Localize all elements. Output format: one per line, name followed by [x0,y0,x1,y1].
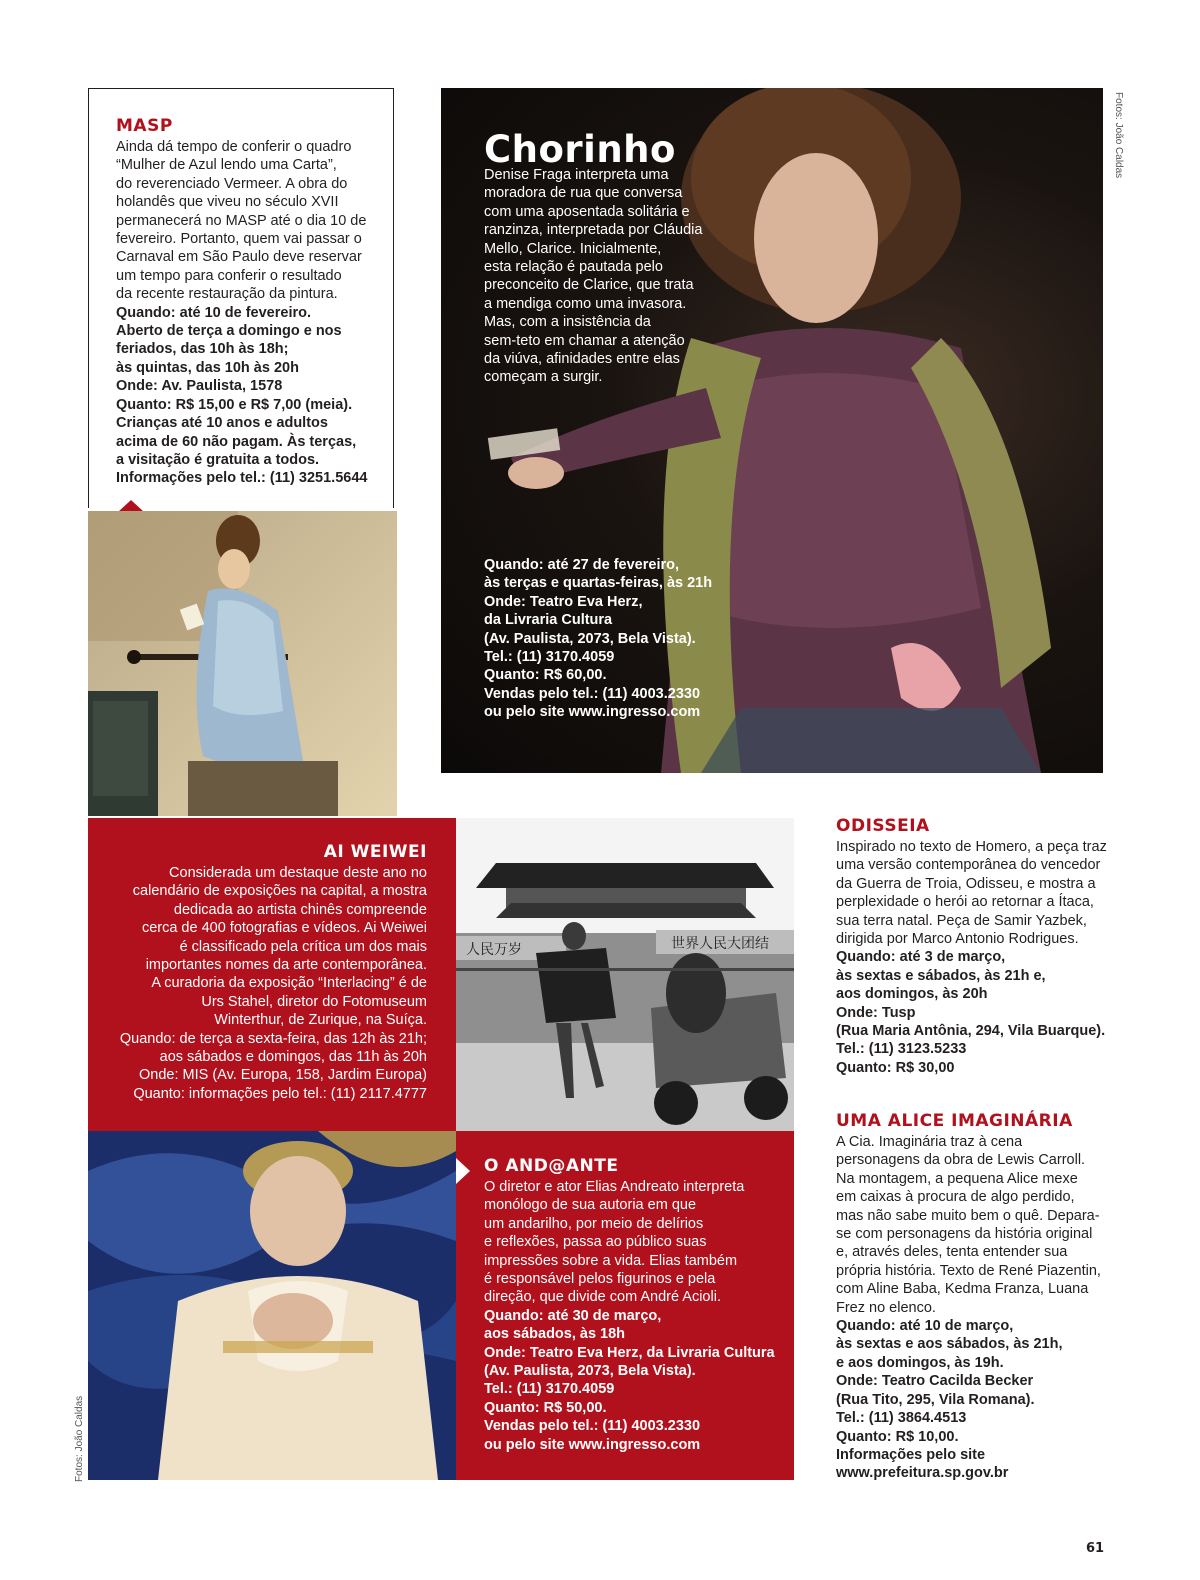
masp-details: Quando: até 10 de fevereiro. Aberto de terça a domingo e nos feriados, das 10h às 18h; às quintas, das 10h às 20h Onde: Av. Paulista, 1578 Quanto: R$ 15,00 e R$ 7,00 (meia). Crianças até 10 anos e adultos acima de 60 não pagam. Às terças, a visitação é gratuita a todos. Informações pelo tel.: (11) 3251.5644 [116,304,368,487]
andante-title: O AND@ANTE [484,1156,619,1176]
masp-description: Ainda dá tempo de conferir o quadro “Mulher de Azul lendo uma Carta”, do reverenciado Vermeer. A obra do holandês que viveu no século XVII permanecerá no MASP até o dia 10 de fevereiro. Portanto, quem vai passar o Carnaval em São Paulo deve reservar um tempo para conferir o resultado da recente restauração da pintura. [116,139,367,303]
vermeer-painting-image [88,511,397,816]
alice-description: A Cia. Imaginária traz à cena personagens da obra de Lewis Carroll. Na montagem, a pequena Alice mexe em caixas à procura de algo perdido, mas não sabe muito bem o quê. Depara- se com personagens da história original e, através deles, tenta entender sua própria história. Texto de René Piazentin, com Aline Baba, Kedma Franza, Luana Frez no elenco. [836,1134,1101,1316]
chorinho-title: Chorinho [484,128,676,171]
masp-title: MASP [116,116,173,136]
masp-article [116,116,386,488]
odisseia-details: Quando: até 3 de março, às sextas e sábados, às 21h e, aos domingos, às 20h Onde: Tusp (Rua Maria Antônia, 294, Vila Buarque). Tel.: (11) 3123.5233 Quanto: R$ 30,00 [836,949,1106,1076]
alice-title: UMA ALICE IMAGINÁRIA [836,1111,1073,1131]
weiwei-title: AI WEIWEI [323,842,427,862]
andante-article [484,1156,784,1454]
andante-pointer-notch [456,1158,470,1184]
page-number: 61 [1086,1541,1105,1556]
tiananmen-photo [456,818,794,1131]
odisseia-description: Inspirado no texto de Homero, a peça traz uma versão contemporânea do vencedor da Guerra de Troia, Odisseu, e mostra a perplexidade o herói ao retornar a Ítaca, sua terra natal. Peça de Samir Yazbek, dirigida por Marco Antonio Rodrigues. [836,839,1107,948]
photo-credit-top: Fotos: João Caldas [1113,92,1124,179]
odisseia-article [836,816,1136,1077]
banner-text-right: 世界人民大团结 [671,936,769,952]
alice-article [836,1111,1136,1483]
weiwei-pointer-notch [440,845,454,871]
weiwei-description: Considerada um destaque deste ano no calendário de exposições na capital, a mostra dedicada ao artista chinês compreende cerca de 400 fotografias e vídeos. Ai Weiwei é classificado pela crítica um dos mais importantes nomes da arte contemporânea. A curadoria da exposição “Interlacing” é de Urs Stahel, diretor do Fotomuseum Winterthur, de Zurique, na Suíça. Quando: de terça a sexta-feira, das 12h às 21h; aos sábados e domingos, das 11h às 20h Onde: MIS (Av. Europa, 158, Jardim Europa) Quanto: informações pelo tel.: (11) 2117.4777 [119,865,427,1102]
chorinho-description: Denise Fraga interpreta uma moradora de rua que conversa com uma aposentada solitária e ranzinza, interpretada por Cláudia Mello, Clarice. Inicialmente, esta relação é pautada pelo preconceito de Clarice, que trata a mendiga como uma invasora. Mas, com a insistência da sem-teto em chamar a atenção da viúva, afinidades entre elas começam a surgir. [484,167,703,386]
andante-description: O diretor e ator Elias Andreato interpreta monólogo de sua autoria em que um andarilho, por meio de delírios e reflexões, passa ao público suas impressões sobre a vida. Elias também é responsável pelos figurinos e pela direção, que divide com André Acioli. [484,1179,745,1306]
weiwei-article [100,842,427,1103]
banner-text-left: 人民万岁 [466,942,522,958]
alice-details: Quando: até 10 de março, às sextas e aos sábados, às 21h, e aos domingos, às 19h. Onde: Teatro Cacilda Becker (Rua Tito, 295, Vila Romana). Tel.: (11) 3864.4513 Quanto: R$ 10,00. Informações pelo site www.prefeitura.sp.gov.br [836,1318,1063,1482]
photo-credit-bottom: Fotos: João Caldas [74,1395,85,1482]
odisseia-title: ODISSEIA [836,816,930,836]
andante-actor-photo [88,1131,456,1480]
chorinho-details: Quando: até 27 de fevereiro, às terças e quartas-feiras, às 21h Onde: Teatro Eva Herz, da Livraria Cultura (Av. Paulista, 2073, Bela Vista). Tel.: (11) 3170.4059 Quanto: R$ 60,00. Vendas pelo tel.: (11) 4003.2330 ou pelo site www.ingresso.com [484,557,713,721]
andante-details: Quando: até 30 de março, aos sábados, às 18h Onde: Teatro Eva Herz, da Livraria Cultura (Av. Paulista, 2073, Bela Vista). Tel.: (11) 3170.4059 Quanto: R$ 50,00. Vendas pelo tel.: (11) 4003.2330 ou pelo site www.ingresso.com [484,1307,775,1453]
